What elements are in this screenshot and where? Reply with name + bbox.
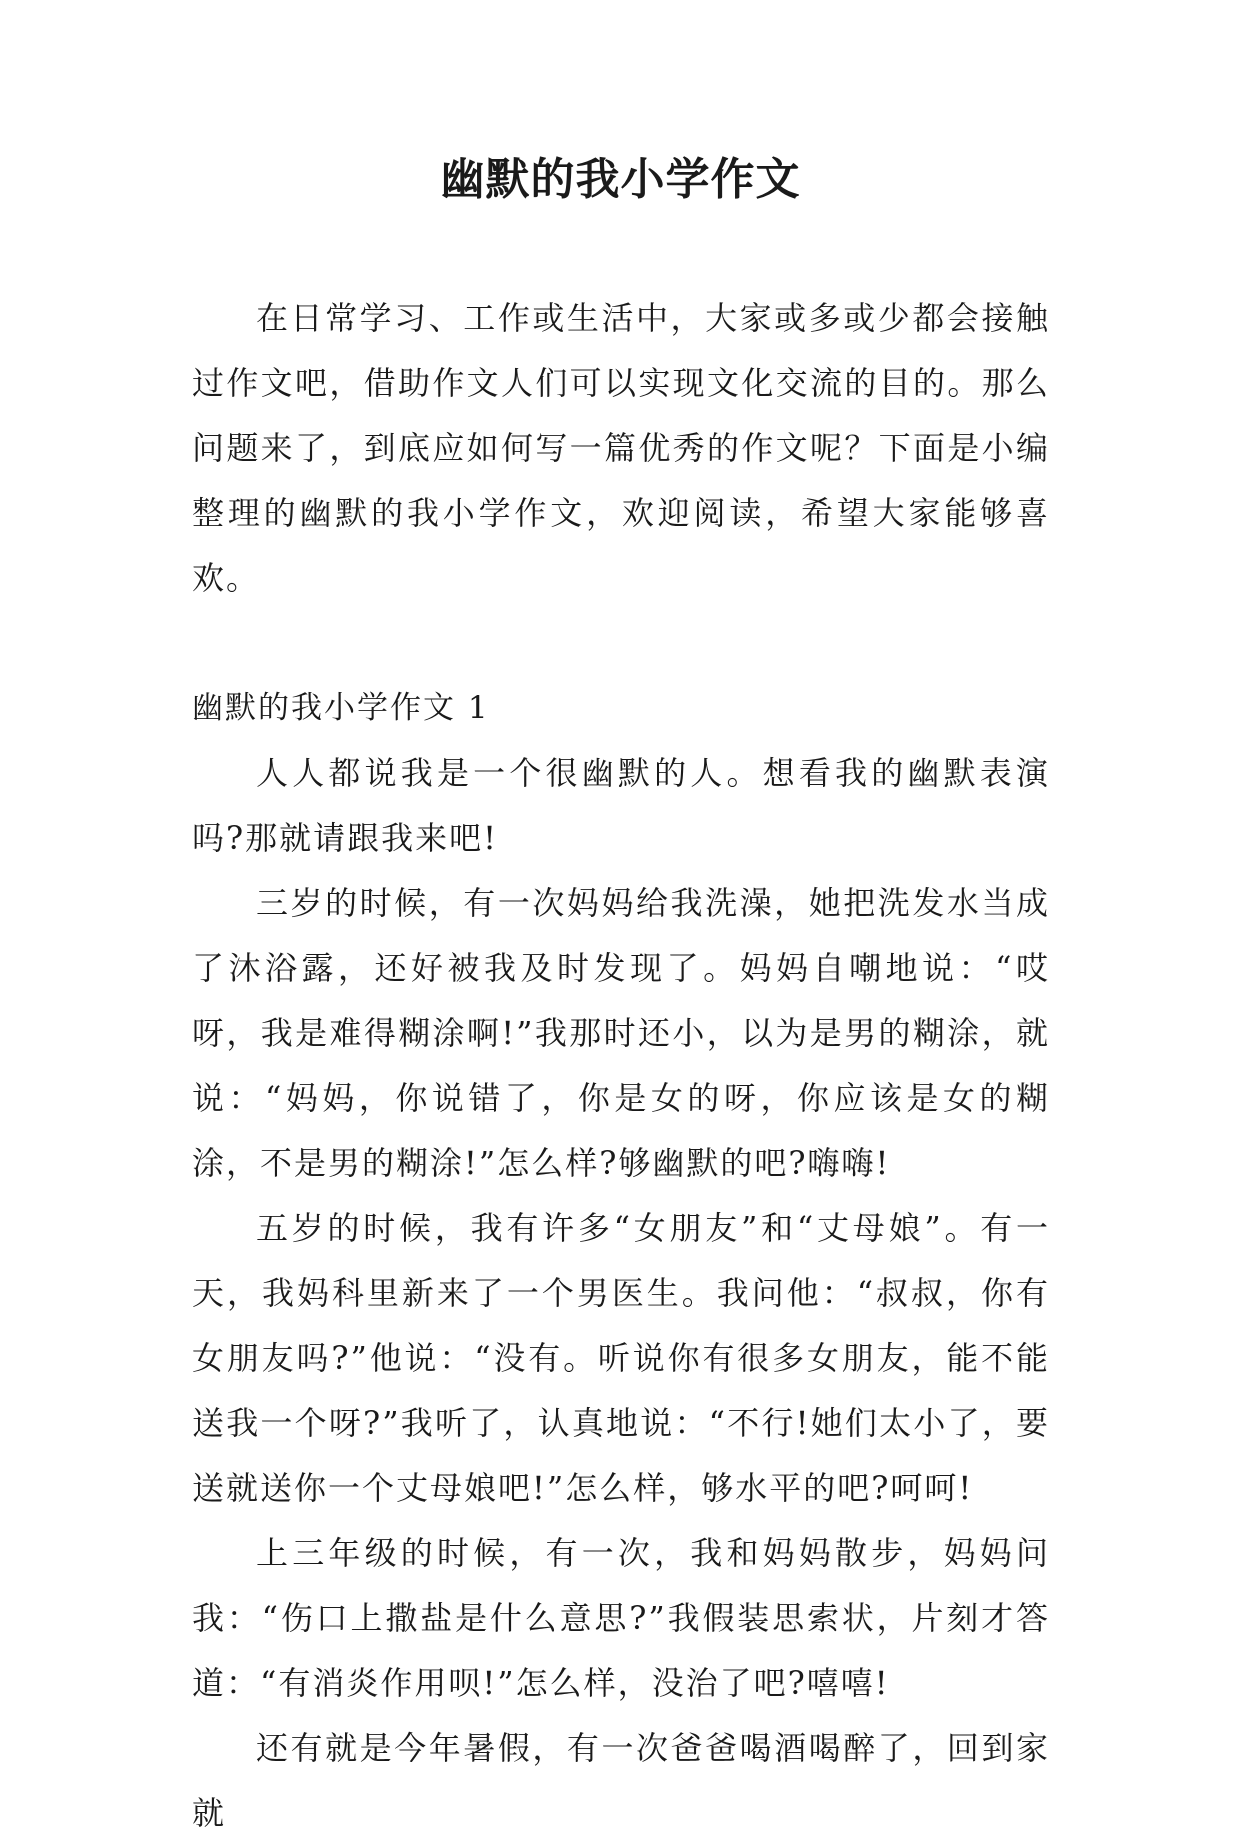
body-paragraph: 还有就是今年暑假，有一次爸爸喝酒喝醉了，回到家就 <box>192 1729 1050 1832</box>
document-body <box>192 286 1050 1846</box>
body-paragraph: 上三年级的时候，有一次，我和妈妈散步，妈妈问我：“伤口上撒盐是什么意思?”我假装思索状，片刻才答道：“有消炎作用呗!”怎么样，没治了吧?嘻嘻! <box>192 1534 1050 1702</box>
body-paragraph: 五岁的时候，我有许多“女朋友”和“丈母娘”。有一天，我妈科里新来了一个男医生。我问他：“叔叔，你有女朋友吗?”他说：“没有。听说你有很多女朋友，能不能送我一个呀?”我听了，认真地说：“不行!她们太小了，要送就送你一个丈母娘吧!”怎么样，够水平的吧?呵呵! <box>192 1209 1050 1507</box>
body-paragraph: 三岁的时候，有一次妈妈给我洗澡，她把洗发水当成了沐浴露，还好被我及时发现了。妈妈自嘲地说：“哎呀，我是难得糊涂啊!”我那时还小，以为是男的糊涂，就说：“妈妈，你说错了，你是女的呀，你应该是女的糊涂，不是男的糊涂!”怎么样?够幽默的吧?嗨嗨! <box>192 884 1050 1182</box>
section-heading: 幽默的我小学作文 1 <box>192 690 490 726</box>
body-paragraph: 人人都说我是一个很幽默的人。想看我的幽默表演吗?那就请跟我来吧! <box>192 754 1050 857</box>
intro-paragraph: 在日常学习、工作或生活中，大家或多或少都会接触过作文吧，借助作文人们可以实现文化交流的目的。那么问题来了，到底应如何写一篇优秀的作文呢？下面是小编整理的幽默的我小学作文，欢迎阅读，希望大家能够喜欢。 <box>192 299 1050 597</box>
document-title: 幽默的我小学作文 <box>440 154 801 205</box>
